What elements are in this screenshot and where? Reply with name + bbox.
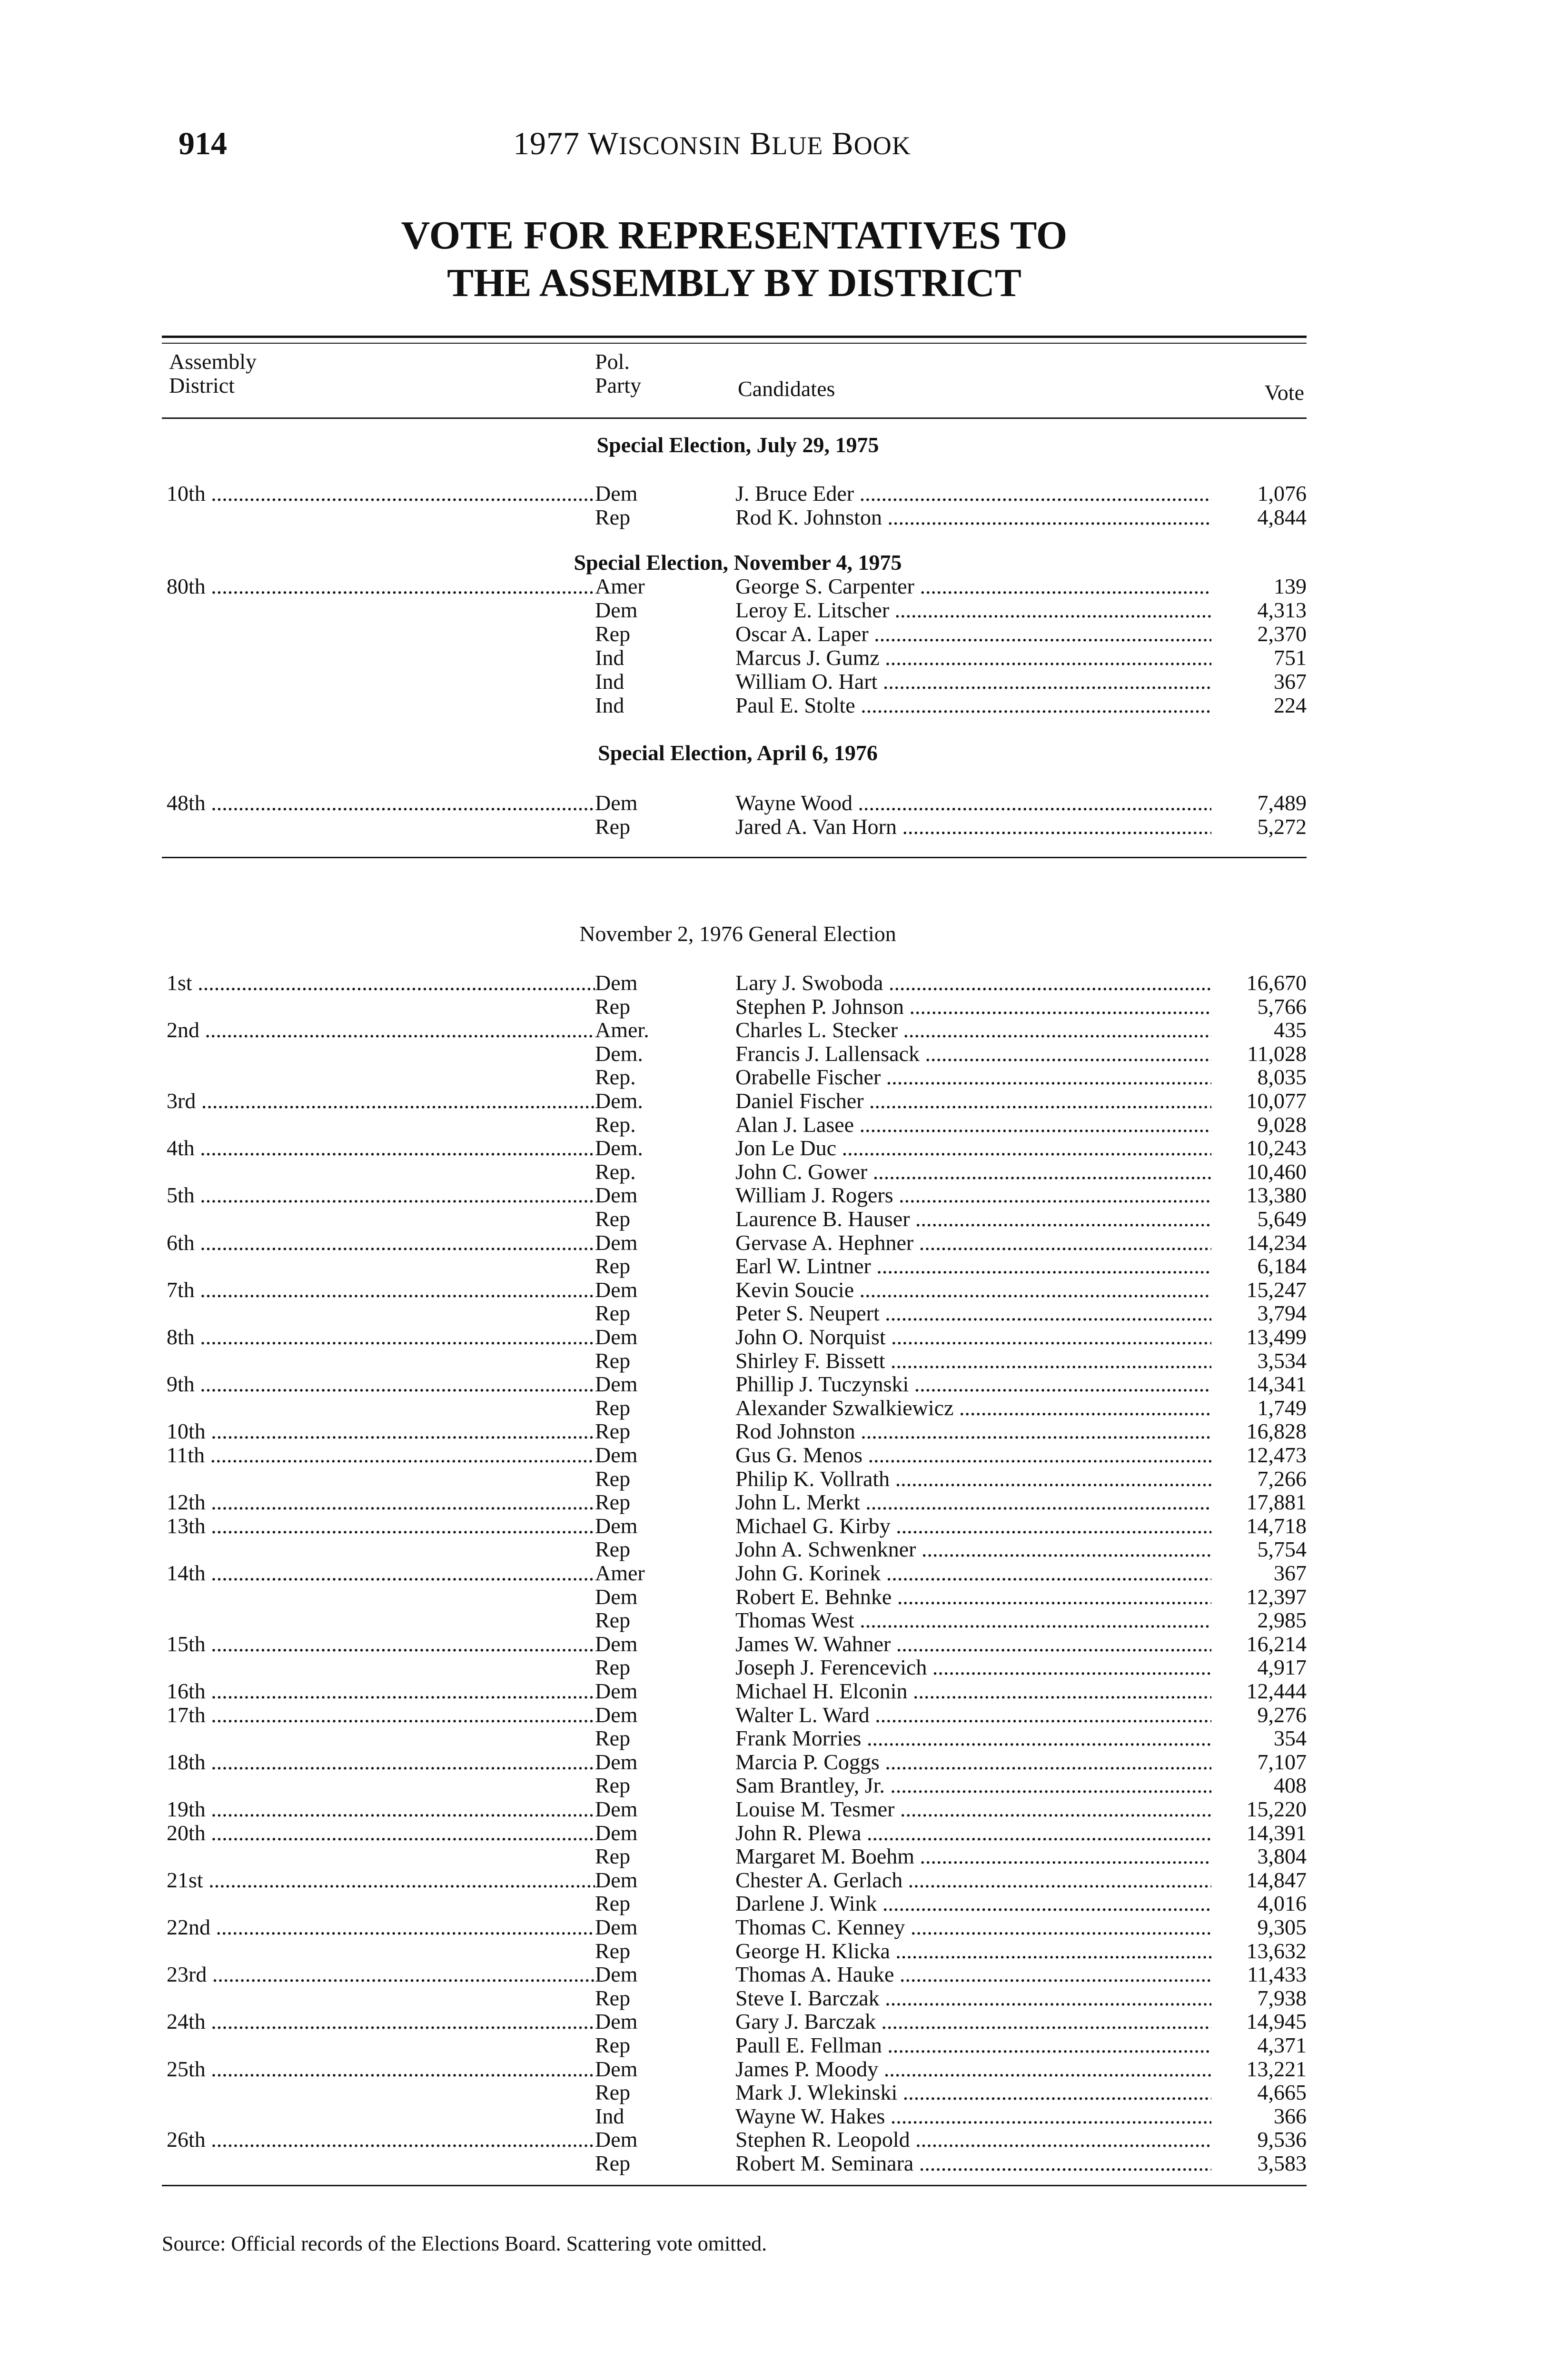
vote-cell: 13,380 (1246, 1183, 1307, 1207)
district-cell: 9th ..... (167, 1372, 595, 1396)
party-cell: Rep (595, 814, 631, 839)
vote-cell: 435 (1274, 1018, 1307, 1042)
party-cell: Rep (595, 1254, 631, 1278)
vote-cell: 4,371 (1257, 2033, 1307, 2057)
party-cell: Dem (595, 1278, 638, 1302)
candidate-cell: Gervase A. Hephner ..... (735, 1231, 1211, 1255)
vote-cell: 9,276 (1257, 1703, 1307, 1727)
candidate-cell: Chester A. Gerlach ..... (735, 1868, 1211, 1892)
candidate-cell: Lary J. Swoboda ..... (735, 971, 1211, 995)
candidate-cell: J. Bruce Eder ..... (735, 482, 1211, 506)
candidate-cell: Francis J. Lallensack ..... (735, 1042, 1211, 1066)
district-cell: 5th ..... (167, 1183, 595, 1207)
party-cell: Dem (595, 1868, 638, 1892)
candidate-cell: Gus G. Menos ..... (735, 1443, 1211, 1467)
vote-cell: 14,847 (1246, 1868, 1307, 1892)
district-cell: 19th ..... (167, 1797, 595, 1821)
top-rule-thick (162, 336, 1307, 338)
party-cell: Ind (595, 693, 624, 717)
party-cell: Rep (595, 1726, 631, 1750)
column-header-district-1: Assembly (169, 349, 257, 374)
candidate-cell: Jon Le Duc ..... (735, 1136, 1211, 1160)
candidate-cell: Peter S. Neupert ..... (735, 1301, 1211, 1325)
vote-cell: 5,766 (1257, 994, 1307, 1019)
party-cell: Rep (595, 1301, 631, 1325)
candidate-cell: Frank Morries ..... (735, 1726, 1211, 1750)
running-head-word-1: WISCONSIN (587, 125, 742, 161)
district-cell: 80th ..... (167, 575, 595, 598)
party-cell: Dem (595, 1962, 638, 1986)
candidate-cell: Alan J. Lasee ..... (735, 1113, 1211, 1137)
district-cell: 25th ..... (167, 2057, 595, 2081)
vote-cell: 8,035 (1257, 1065, 1307, 1089)
vote-cell: 9,536 (1257, 2127, 1307, 2152)
section-heading: Special Election, April 6, 1976 (598, 741, 878, 765)
party-cell: Rep (595, 994, 631, 1019)
party-cell: Dem (595, 2127, 638, 2152)
party-cell: Dem (595, 1443, 638, 1467)
candidate-cell: Leroy E. Litscher ..... (735, 598, 1211, 622)
candidate-cell: Rod Johnston ..... (735, 1419, 1211, 1443)
party-cell: Dem (595, 1372, 638, 1396)
party-cell: Dem (595, 1230, 638, 1255)
vote-cell: 354 (1274, 1726, 1307, 1750)
vote-cell: 16,214 (1246, 1632, 1307, 1656)
party-cell: Rep (595, 1939, 631, 1963)
candidate-cell: Paull E. Fellman ..... (735, 2033, 1211, 2057)
candidate-cell: Michael G. Kirby ..... (735, 1514, 1211, 1538)
vote-cell: 13,221 (1246, 2057, 1307, 2081)
vote-cell: 10,243 (1246, 1136, 1307, 1160)
party-cell: Rep (595, 1608, 631, 1632)
top-rule-thin (162, 343, 1307, 344)
district-cell: 22nd ..... (167, 1915, 595, 1939)
candidate-cell: William O. Hart ..... (735, 670, 1211, 694)
vote-cell: 1,076 (1257, 481, 1307, 506)
district-cell: 26th ..... (167, 2128, 595, 2152)
candidate-cell: Laurence B. Hauser ..... (735, 1207, 1211, 1231)
vote-cell: 5,754 (1257, 1537, 1307, 1561)
vote-cell: 1,749 (1257, 1396, 1307, 1420)
candidate-cell: Stephen R. Leopold ..... (735, 2128, 1211, 2152)
district-cell: 8th ..... (167, 1325, 595, 1349)
candidate-cell: Thomas C. Kenney ..... (735, 1915, 1211, 1939)
vote-cell: 13,499 (1246, 1325, 1307, 1349)
vote-cell: 7,107 (1257, 1750, 1307, 1774)
running-head-word-3: BOOK (832, 125, 911, 161)
vote-cell: 5,649 (1257, 1207, 1307, 1231)
party-cell: Dem (595, 1703, 638, 1727)
party-cell: Rep (595, 1396, 631, 1420)
district-cell: 17th ..... (167, 1703, 595, 1727)
vote-cell: 7,938 (1257, 1986, 1307, 2010)
district-cell: 3rd ..... (167, 1089, 595, 1113)
vote-cell: 4,016 (1257, 1891, 1307, 1915)
column-header-district-2: District (169, 373, 235, 397)
party-cell: Rep (595, 1655, 631, 1679)
candidate-cell: Kevin Soucie ..... (735, 1278, 1211, 1302)
header-bottom-rule (162, 417, 1307, 419)
vote-cell: 224 (1274, 693, 1307, 717)
party-cell: Rep (595, 1891, 631, 1915)
district-cell: 6th ..... (167, 1231, 595, 1255)
mid-rule (162, 857, 1307, 858)
party-cell: Dem (595, 971, 638, 995)
column-header-vote: Vote (1264, 380, 1304, 405)
party-cell: Rep (595, 1537, 631, 1561)
party-cell: Rep. (595, 1160, 636, 1184)
party-cell: Dem (595, 1679, 638, 1703)
party-cell: Dem (595, 1821, 638, 1845)
vote-cell: 10,460 (1246, 1160, 1307, 1184)
party-cell: Rep (595, 2151, 631, 2175)
candidate-cell: John A. Schwenkner ..... (735, 1537, 1211, 1561)
column-header-party-1: Pol. (595, 349, 630, 374)
district-cell: 4th ..... (167, 1136, 595, 1160)
running-head-year: 1977 (513, 125, 580, 161)
district-cell: 10th ..... (167, 1419, 595, 1443)
vote-cell: 13,632 (1246, 1939, 1307, 1963)
vote-cell: 10,077 (1246, 1089, 1307, 1113)
column-header-party-2: Party (595, 373, 642, 397)
vote-cell: 14,341 (1246, 1372, 1307, 1396)
page-title-line-2: THE ASSEMBLY BY DISTRICT (447, 261, 1021, 305)
party-cell: Dem (595, 2057, 638, 2081)
candidate-cell: Darlene J. Wink ..... (735, 1892, 1211, 1915)
candidate-cell: Wayne W. Hakes ..... (735, 2104, 1211, 2128)
candidate-cell: Wayne Wood ..... (735, 791, 1211, 815)
candidate-cell: John O. Norquist ..... (735, 1325, 1211, 1349)
candidate-cell: James P. Moody ..... (735, 2057, 1211, 2081)
party-cell: Rep (595, 1467, 631, 1491)
candidate-cell: John G. Korinek ..... (735, 1561, 1211, 1585)
vote-cell: 2,370 (1257, 622, 1307, 646)
vote-cell: 367 (1274, 669, 1307, 694)
candidate-cell: Thomas West ..... (735, 1608, 1211, 1632)
vote-cell: 17,881 (1246, 1490, 1307, 1514)
vote-cell: 366 (1274, 2104, 1307, 2128)
candidate-cell: Mark J. Wlekinski ..... (735, 2081, 1211, 2104)
page-number: 914 (178, 125, 227, 161)
vote-cell: 408 (1274, 1773, 1307, 1797)
candidate-cell: John L. Merkt ..... (735, 1490, 1211, 1514)
vote-cell: 14,391 (1246, 1821, 1307, 1845)
party-cell: Dem. (595, 1041, 643, 1066)
party-cell: Dem (595, 1750, 638, 1774)
district-cell: 14th ..... (167, 1561, 595, 1585)
candidate-cell: George H. Klicka ..... (735, 1939, 1211, 1963)
district-cell: 7th ..... (167, 1278, 595, 1302)
vote-cell: 4,665 (1257, 2080, 1307, 2104)
party-cell: Rep (595, 1349, 631, 1373)
party-cell: Rep (595, 505, 631, 529)
candidate-cell: Stephen P. Johnson ..... (735, 995, 1211, 1019)
party-cell: Dem (595, 1915, 638, 1939)
party-cell: Dem (595, 791, 638, 815)
vote-cell: 139 (1274, 574, 1307, 598)
vote-cell: 4,844 (1257, 505, 1307, 529)
running-head-word-2: BLUE (750, 125, 823, 161)
candidate-cell: Philip K. Vollrath ..... (735, 1467, 1211, 1491)
vote-cell: 9,305 (1257, 1915, 1307, 1939)
vote-cell: 9,028 (1257, 1112, 1307, 1137)
vote-cell: 5,272 (1257, 814, 1307, 839)
district-cell: 11th ..... (167, 1443, 595, 1467)
party-cell: Dem (595, 1585, 638, 1609)
vote-cell: 16,828 (1246, 1419, 1307, 1443)
vote-cell: 2,985 (1257, 1608, 1307, 1632)
vote-cell: 14,945 (1246, 2009, 1307, 2033)
vote-cell: 12,473 (1246, 1443, 1307, 1467)
candidate-cell: Phillip J. Tuczynski ..... (735, 1372, 1211, 1396)
district-cell: 48th ..... (167, 791, 595, 815)
section-heading: Special Election, November 4, 1975 (574, 550, 902, 575)
district-cell: 18th ..... (167, 1750, 595, 1774)
district-cell: 13th ..... (167, 1514, 595, 1538)
page-title-line-1: VOTE FOR REPRESENTATIVES TO (401, 213, 1068, 258)
district-cell: 21st ..... (167, 1868, 595, 1892)
party-cell: Rep. (595, 1112, 636, 1137)
district-cell: 12th ..... (167, 1490, 595, 1514)
candidate-cell: Orabelle Fischer ..... (735, 1065, 1211, 1089)
candidate-cell: Michael H. Elconin ..... (735, 1679, 1211, 1703)
party-cell: Rep (595, 2033, 631, 2057)
candidate-cell: Joseph J. Ferencevich ..... (735, 1656, 1211, 1679)
party-cell: Dem. (595, 1136, 643, 1160)
party-cell: Dem. (595, 1089, 643, 1113)
party-cell: Dem (595, 598, 638, 622)
district-cell: 1st ..... (167, 971, 595, 995)
candidate-cell: Sam Brantley, Jr. ..... (735, 1774, 1211, 1797)
candidate-cell: Thomas A. Hauke ..... (735, 1963, 1211, 1986)
district-cell: 16th ..... (167, 1679, 595, 1703)
vote-cell: 15,220 (1246, 1797, 1307, 1821)
party-cell: Dem (595, 1183, 638, 1207)
candidate-cell: Robert M. Seminara ..... (735, 2152, 1211, 2175)
vote-cell: 15,247 (1246, 1278, 1307, 1302)
candidate-cell: Marcus J. Gumz ..... (735, 646, 1211, 670)
section-heading: Special Election, July 29, 1975 (596, 433, 879, 457)
vote-cell: 16,670 (1246, 971, 1307, 995)
vote-cell: 11,433 (1247, 1962, 1307, 1986)
party-cell: Rep (595, 1490, 631, 1514)
district-cell: 15th ..... (167, 1632, 595, 1656)
candidate-cell: Charles L. Stecker ..... (735, 1018, 1211, 1042)
vote-cell: 4,917 (1257, 1655, 1307, 1679)
candidate-cell: Walter L. Ward ..... (735, 1703, 1211, 1727)
candidate-cell: Robert E. Behnke ..... (735, 1585, 1211, 1609)
bottom-rule (162, 2185, 1307, 2186)
candidate-cell: James W. Wahner ..... (735, 1632, 1211, 1656)
candidate-cell: Earl W. Lintner ..... (735, 1254, 1211, 1278)
vote-cell: 3,534 (1257, 1349, 1307, 1373)
party-cell: Ind (595, 645, 624, 670)
party-cell: Ind (595, 2104, 624, 2128)
candidate-cell: John R. Plewa ..... (735, 1821, 1211, 1845)
party-cell: Rep (595, 2080, 631, 2104)
party-cell: Dem (595, 2009, 638, 2033)
candidate-cell: Jared A. Van Horn ..... (735, 815, 1211, 839)
party-cell: Rep (595, 1419, 631, 1443)
running-head (513, 125, 911, 162)
candidate-cell: George S. Carpenter ..... (735, 575, 1211, 598)
vote-cell: 3,794 (1257, 1301, 1307, 1325)
party-cell: Rep (595, 1844, 631, 1868)
vote-cell: 7,266 (1257, 1467, 1307, 1491)
vote-cell: 3,583 (1257, 2151, 1307, 2175)
candidate-cell: Rod K. Johnston ..... (735, 506, 1211, 529)
vote-cell: 7,489 (1257, 791, 1307, 815)
candidate-cell: Daniel Fischer ..... (735, 1089, 1211, 1113)
vote-cell: 11,028 (1247, 1041, 1307, 1066)
vote-cell: 367 (1274, 1561, 1307, 1585)
column-header-candidates: Candidates (738, 377, 835, 401)
vote-cell: 12,397 (1246, 1585, 1307, 1609)
candidate-cell: Alexander Szwalkiewicz ..... (735, 1396, 1211, 1420)
party-cell: Dem (595, 1632, 638, 1656)
candidate-cell: Gary J. Barczak ..... (735, 2010, 1211, 2033)
candidate-cell: Marcia P. Coggs ..... (735, 1750, 1211, 1774)
vote-cell: 6,184 (1257, 1254, 1307, 1278)
vote-cell: 14,718 (1246, 1514, 1307, 1538)
party-cell: Amer (595, 1561, 645, 1585)
source-note: Source: Official records of the Elections Board. Scattering vote omitted. (162, 2232, 767, 2255)
party-cell: Rep (595, 1207, 631, 1231)
party-cell: Dem (595, 481, 638, 506)
candidate-cell: Louise M. Tesmer ..... (735, 1797, 1211, 1821)
party-cell: Rep (595, 622, 631, 646)
vote-cell: 3,804 (1257, 1844, 1307, 1868)
party-cell: Dem (595, 1797, 638, 1821)
vote-cell: 751 (1274, 645, 1307, 670)
party-cell: Ind (595, 669, 624, 694)
district-cell: 23rd ..... (167, 1963, 595, 1986)
candidate-cell: Oscar A. Laper ..... (735, 622, 1211, 646)
candidate-cell: John C. Gower ..... (735, 1160, 1211, 1184)
vote-cell: 12,444 (1246, 1679, 1307, 1703)
party-cell: Rep. (595, 1065, 636, 1089)
party-cell: Dem (595, 1325, 638, 1349)
candidate-cell: Steve I. Barczak ..... (735, 1986, 1211, 2010)
candidate-cell: Margaret M. Boehm ..... (735, 1844, 1211, 1868)
district-cell: 24th ..... (167, 2010, 595, 2033)
vote-cell: 14,234 (1246, 1230, 1307, 1255)
district-cell: 10th ..... (167, 482, 595, 506)
candidate-cell: Shirley F. Bissett ..... (735, 1349, 1211, 1373)
party-cell: Rep (595, 1986, 631, 2010)
party-cell: Rep (595, 1773, 631, 1797)
party-cell: Amer (595, 574, 645, 598)
candidate-cell: Paul E. Stolte ..... (735, 694, 1211, 717)
district-cell: 2nd ..... (167, 1018, 595, 1042)
party-cell: Amer. (595, 1018, 649, 1042)
party-cell: Dem (595, 1514, 638, 1538)
candidate-cell: William J. Rogers ..... (735, 1183, 1211, 1207)
vote-cell: 4,313 (1257, 598, 1307, 622)
district-cell: 20th ..... (167, 1821, 595, 1845)
section-heading: November 2, 1976 General Election (579, 922, 896, 946)
